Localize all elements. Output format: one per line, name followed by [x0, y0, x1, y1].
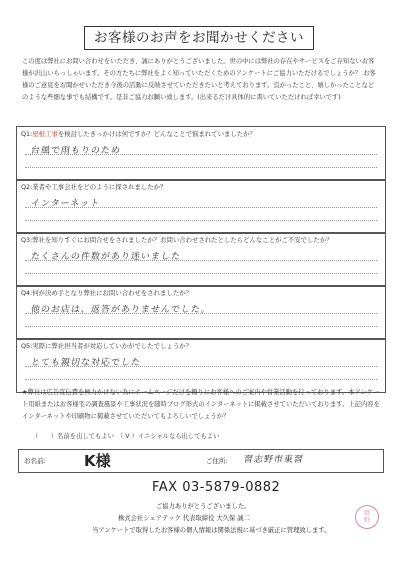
answer-line — [25, 366, 377, 367]
answer-q1: 台風で雨もりのため — [30, 146, 122, 156]
q1-highlight: 屋根工事 — [32, 130, 58, 138]
answer-line — [25, 379, 377, 380]
seal-text-top: 岡 — [363, 510, 370, 517]
page-title: お客様のお声をお聞かせください — [84, 26, 314, 50]
answer-line — [25, 207, 377, 208]
answer-q5: とても親切な対応でした — [30, 358, 142, 368]
address-label: ご住所: — [206, 457, 228, 465]
publication-note: ★弊社は広告宣伝費を極力かけない為にホームページだけを頼りにお客様へのご案内や営業活動を行っております。本アンケート用紙またはお客様宅の調査風景や工事状況を随時ブログ形式のインターネットに掲載させていただいております。上記内容をインターネットや印刷物に掲載させていただいてもよろしいでしょうか？ — [22, 389, 380, 420]
question-box-q2 — [16, 179, 386, 234]
customer-name: K様 — [84, 452, 111, 470]
consent-options: （ ）名前を出してもよい （ V ）イニシャルなら出してもよい — [32, 433, 220, 440]
question-label-q2: Q2:業者や工事会社をどのように探されましたか？ — [21, 183, 167, 191]
answer-line — [25, 154, 377, 155]
question-label-q3: Q3:弊社を知りすぐにお問合せをされましたか？お問い合わせされたとしたらどんなことがご不安でしたか？ — [21, 236, 333, 244]
answer-q4: 他のお店は、返答がありませんでした。 — [30, 305, 212, 315]
answer-line — [25, 326, 377, 327]
answer-line — [25, 313, 377, 314]
seal-text-bottom: 野 — [363, 517, 370, 524]
privacy-note: 当アンケートで取得したお客様の個人情報は関係法規に基づき厳正に管理致します。 — [92, 527, 331, 534]
company-info: 株式会社シェアテック 代表取締役 大久保 誠二 — [118, 515, 250, 522]
name-label: お名前: — [24, 457, 46, 465]
answer-line — [25, 167, 377, 168]
question-box-q4 — [16, 285, 386, 340]
name-address-box — [18, 449, 384, 473]
answer-line — [25, 273, 377, 274]
question-box-q5 — [16, 338, 386, 393]
fax-number: FAX 03-5879-0882 — [152, 480, 281, 495]
intro-text: この度は弊社にお問い合わせをいただき、誠にありがとうございました。世の中には弊社の存在やサービスをご存知ないお客様が沢山いらっしゃいます。その方たちに弊社をよく知っていただくためのアンケートにご協力いただけるでしょうか？ お客様のご意見をお聞かせいただき今後の活動に反映させていただきたいと考えております。良かったこと、嬉しかったことなどのような些細な事でも結構です。是非ご協力お願い致します。(出来るだけ具体的に書いていただければ幸いです) — [22, 58, 376, 101]
question-label-q5: Q5:実際に弊社担当者が対応していかがでしたでしょうか？ — [21, 342, 193, 350]
question-label-q1: Q1:屋根工事を検討したきっかけは何ですか？どんなことで悩まれていましたか？ — [21, 130, 256, 138]
customer-address: 習志野市東習 — [243, 455, 305, 465]
seal-stamp — [355, 505, 379, 529]
question-label-q4: Q4:何が決め手となり弊社にお問い合わせをされましたか？ — [21, 289, 193, 297]
answer-q2: インターネット — [30, 199, 101, 209]
answer-line — [25, 260, 377, 261]
answer-q3: たくさんの件数があり迷いました — [30, 252, 182, 262]
thanks-text: ご協力ありがとうございました。 — [156, 503, 251, 510]
answer-line — [25, 220, 377, 221]
question-box-q3 — [16, 232, 386, 287]
question-box-q1 — [16, 126, 386, 181]
